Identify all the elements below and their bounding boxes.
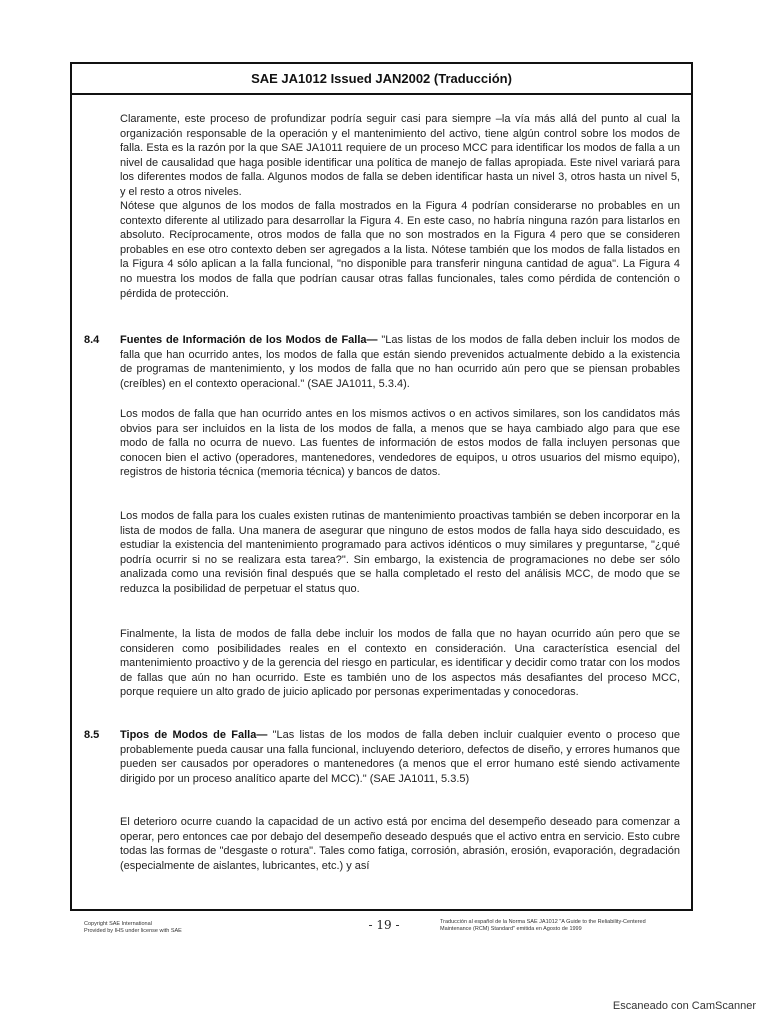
section-8-4-quote: "Las listas de los modos de falla deben incluir los modos de falla que han ocurrido antes, los modos de falla que están siendo prevenidos actualmente debido a la existencia de programas de mantenimiento, y los modos de falla que no han ocurrido aún pero que se piensan probables (creíbles) en el contexto operacional." (SAE JA1011, 5.3.4). — [120, 334, 680, 390]
section-8-5-number: 8.5 — [84, 729, 100, 741]
page-header-title: SAE JA1012 Issued JAN2002 (Traducción) — [251, 71, 512, 86]
footer-translation-line-2: Maintenance (RCM) Standard" emitida en Agosto de 1999 — [440, 925, 582, 932]
page-frame — [70, 62, 693, 911]
camscanner-watermark: Escaneado con CamScanner — [612, 1000, 756, 1012]
footer-translation-line-1: Traducción al español de la Norma SAE JA1012 "A Guide to the Reliability-Centered — [440, 919, 646, 925]
paragraph-figure-4-context: Nótese que algunos de los modos de falla mostrados en la Figura 4 podrían considerarse no probables en un contexto diferente al utilizado para desarrollar la Figura 4. En este caso, no habría ninguna razón para listarlos en absoluto. Recíprocamente, otros modos de falla que no son mostrados en la Figura 4 pero que se consideren probables en ese otro contexto deben ser agregados a la lista. Nótese también que los modos de falla listados en la Figura 4 sólo aplican a la falla funcional, "no disponible para transferir ninguna cantidad de agua". La Figura 4 no muestra los modos de falla que podrían causar otras fallas funcionales, tales como pérdida de contención o pérdida de protección. — [120, 200, 680, 300]
page-number: - 19 - — [368, 918, 400, 932]
footer-copyright — [84, 921, 244, 934]
paragraph-information-sources: Los modos de falla que han ocurrido antes en los mismos activos o en activos similares, son los candidatos más obvios para ser incluidos en la lista de los modos de falla, a menos que se haya cambiado algo para que ese modo de falla no ocurra de nuevo. Las fuentes de información de estos modos de falla incluyen personas que conocen bien el activo (operadores, mantenedores, vendedores de equipos, u otros usuarios del mismo equipo), registros de historia técnica (memoria técnica) y bancos de datos. — [120, 408, 680, 479]
section-8-5-paragraph — [120, 728, 680, 786]
section-8-5-title: Tipos de Modos de Falla— — [120, 729, 268, 741]
header-divider — [72, 93, 691, 95]
section-8-4-number: 8.4 — [84, 334, 100, 346]
footer-translation-note — [440, 919, 685, 932]
section-8-4-paragraph — [120, 333, 680, 391]
section-8-5-quote: "Las listas de los modos de falla deben incluir cualquier evento o proceso que probablemente pueda causar una falla funcional, incluyendo deterioro, defectos de diseño, y errores humanos que pueden ser causados por operadores o mantenedores (a menos que el error humano esté siendo activamente dirigido por un proceso analítico aparte del MCC)." (SAE JA1011, 5.3.5) — [120, 729, 680, 785]
section-8-4-title: Fuentes de Información de los Modos de Falla— — [120, 334, 378, 346]
paragraph-future-failure-modes: Finalmente, la lista de modos de falla debe incluir los modos de falla que no hayan ocurrido aún pero que se consideren como posibilidades reales en el contexto en consideración. Una característica esencial del mantenimiento proactivo y de la gerencia del riesgo en particular, es identificar y decidir como tratar con los modos de fallas que aún no han ocurrido. Este es también uno de los aspectos más desafiantes del proceso MCC, porque requiere un alto grado de juicio aplicado por personas experimentadas y conocedoras. — [120, 628, 680, 699]
paragraph-proactive-routines: Los modos de falla para los cuales existen rutinas de mantenimiento proactivas también se deben incorporar en la lista de modos de falla. Una manera de asegurar que ninguno de estos modos de falla haya sido descuidado, es estudiar la existencia del mantenimiento programado para activos idénticos o muy similares y preguntarse, "¿qué podría ocurrir si no se realizara esta tarea?". Sin embargo, la existencia de programaciones no debe ser sólo analizada como una revisión final después que se halla completado el resto del análisis MCC, de modo que se reduzca la posibilidad de perpetuar el status quo. — [120, 510, 680, 595]
footer-license-line: Provided by IHS under license with SAE — [84, 927, 182, 934]
page-footer — [84, 918, 684, 942]
paragraph-depth-of-analysis: Claramente, este proceso de profundizar podría seguir casi para siempre –la vía más allá del punto al cual la organización responsable de la operación y el mantenimiento del activo, tiene algún control sobre los modos de falla. Esta es la razón por la que SAE JA1011 requiere de un proceso MCC para identificar los modos de falla a un nivel de causalidad que haga posible identificar una política de manejo de fallas apropiada. Este nivel variará para los diferentes modos de falla. Algunos modos de falla se deben identificar hasta un nivel 3, otros hasta un nivel 5, y el resto a otros niveles. — [120, 113, 680, 198]
paragraph-deterioration: El deterioro ocurre cuando la capacidad de un activo está por encima del desempeño deseado para comenzar a operar, pero entonces cae por debajo del desempeño deseado después que el activo entra en servicio. Esto cubre todas las formas de "desgaste o rotura". Tales como fatiga, corrosión, abrasión, erosión, evaporación, degradación (especialmente de aislantes, lubricantes, etc.) y así — [120, 816, 680, 872]
footer-copyright-line: Copyright SAE International — [84, 921, 152, 927]
